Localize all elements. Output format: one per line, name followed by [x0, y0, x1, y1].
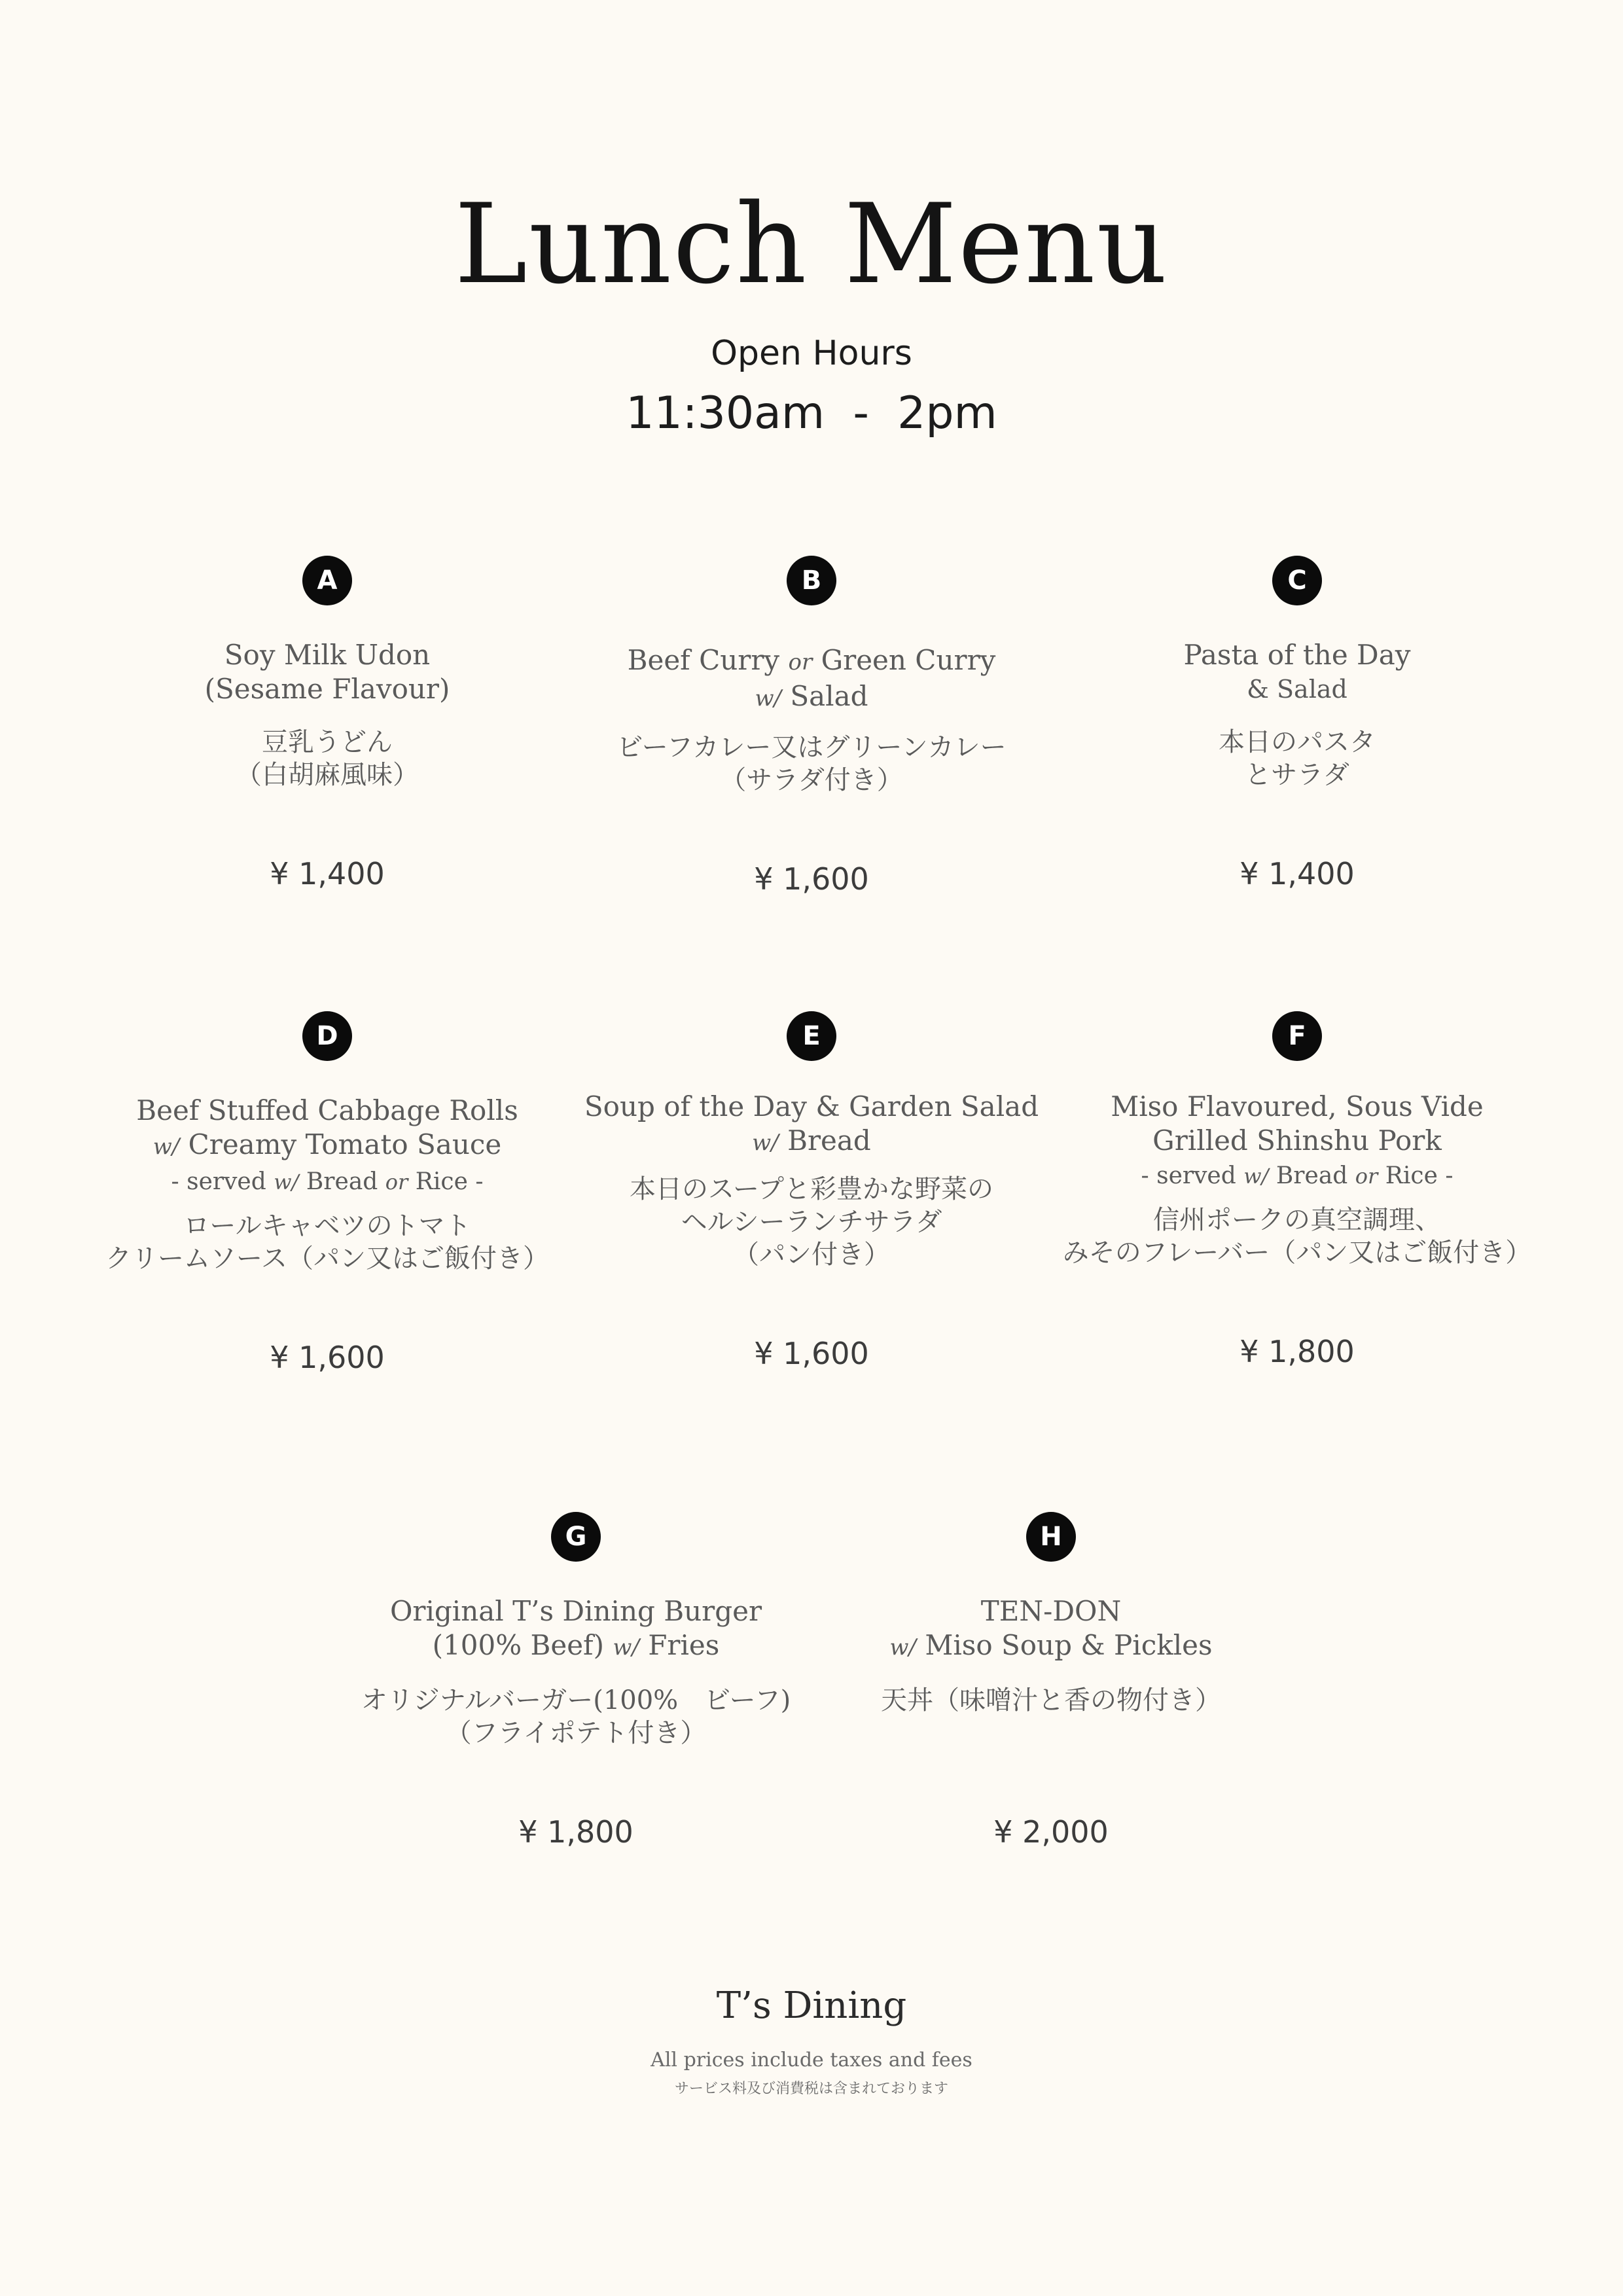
- item-name-jp-sub: ヘルシーランチサラダ: [681, 1207, 942, 1237]
- item-name-jp: 豆乳うどん: [262, 727, 393, 757]
- open-hours-label: Open Hours: [711, 334, 912, 373]
- menu-title: Lunch Menu: [454, 180, 1169, 308]
- item-name-en: Miso Flavoured, Sous Vide: [1111, 1090, 1484, 1122]
- item-price: ¥ 1,800: [518, 1814, 633, 1850]
- item-letter-badge: C: [1272, 556, 1322, 605]
- menu-item-g: [327, 1512, 825, 1850]
- item-letter-badge: G: [551, 1512, 601, 1562]
- menu-item-e: [563, 1011, 1060, 1372]
- item-name-jp: 信州ポークの真空調理、: [1153, 1205, 1441, 1235]
- item-name-en: TEN-DON: [980, 1595, 1122, 1627]
- item-name-jp: ビーフカレー又はグリーンカレー: [616, 732, 1007, 762]
- item-name-jp-sub: クリームソース（パン又はご飯付き）: [105, 1244, 549, 1274]
- item-name-en-sub: (Sesame Flavour): [204, 673, 450, 705]
- item-name-jp-sub: （サラダ付き）: [720, 765, 903, 795]
- item-name-en: Original T’s Dining Burger: [389, 1595, 762, 1627]
- item-letter-badge: D: [302, 1011, 352, 1061]
- item-price: ¥ 1,600: [754, 1336, 869, 1371]
- item-name-en-sub: Grilled Shinshu Pork: [1152, 1124, 1442, 1157]
- item-letter-badge: A: [302, 556, 352, 605]
- item-price: ¥ 1,800: [1240, 1334, 1355, 1369]
- item-name-jp: 天丼（味噌汁と香の物付き）: [881, 1685, 1221, 1715]
- tax-note-jp: サービス料及び消費税は含まれております: [674, 2081, 948, 2097]
- item-name-jp: 本日のスープと彩豊かな野菜の: [630, 1174, 993, 1204]
- menu-item-b: [563, 556, 1060, 897]
- item-name-jp: 本日のパスタ: [1219, 727, 1376, 757]
- item-letter-badge: E: [787, 1011, 836, 1061]
- item-price: ¥ 1,600: [270, 1340, 385, 1375]
- menu-item-a: [79, 556, 576, 892]
- item-letter-badge: B: [787, 556, 836, 605]
- item-name-en-sub: w/ Miso Soup & Pickles: [889, 1629, 1213, 1661]
- item-name-jp-sub: みそのフレーバー（パン又はご飯付き）: [1062, 1238, 1532, 1268]
- menu-item-c: [1048, 556, 1546, 892]
- item-price: ¥ 2,000: [993, 1814, 1109, 1850]
- item-name-jp-sub: （フライポテト付き）: [445, 1718, 707, 1748]
- item-name-en-sub: w/ Creamy Tomato Sauce: [152, 1128, 502, 1160]
- item-name-jp: オリジナルバーガー(100% ビーフ): [361, 1685, 791, 1715]
- item-name-jp-note: （パン付き）: [733, 1240, 890, 1270]
- item-price: ¥ 1,400: [1240, 856, 1355, 891]
- menu-item-f: [1048, 1011, 1546, 1370]
- item-name-en: Soy Milk Udon: [224, 639, 431, 671]
- item-name-jp-sub: とサラダ: [1245, 760, 1349, 790]
- item-name-en: Soup of the Day & Garden Salad: [584, 1090, 1039, 1122]
- item-letter-badge: F: [1272, 1011, 1322, 1061]
- open-hours-time: 11:30am - 2pm: [626, 387, 997, 439]
- menu-item-d: [79, 1011, 576, 1376]
- item-name-en: Beef Stuffed Cabbage Rolls: [136, 1094, 518, 1126]
- item-price: ¥ 1,600: [754, 861, 869, 897]
- item-price: ¥ 1,400: [270, 856, 385, 891]
- item-name-en-sub: w/ Salad: [755, 680, 868, 712]
- item-name-en-sub: w/ Bread: [752, 1124, 871, 1157]
- item-name-en-sub: & Salad: [1247, 675, 1347, 704]
- item-name-en-sub: (100% Beef) w/ Fries: [432, 1629, 720, 1661]
- tax-note-en: All prices include taxes and fees: [651, 2049, 972, 2072]
- served-with-note: - served w/ Bread or Rice -: [1141, 1162, 1454, 1189]
- item-letter-badge: H: [1026, 1512, 1076, 1562]
- menu-item-h: [802, 1512, 1300, 1850]
- served-with-note: - served w/ Bread or Rice -: [171, 1168, 484, 1195]
- item-name-jp-sub: （白胡麻風味）: [236, 760, 419, 790]
- item-name-en: Beef Curry or Green Curry: [627, 644, 996, 676]
- item-name-jp: ロールキャベツのトマト: [183, 1211, 471, 1241]
- item-name-en: Pasta of the Day: [1183, 639, 1411, 671]
- restaurant-name: T’s Dining: [716, 1984, 907, 2027]
